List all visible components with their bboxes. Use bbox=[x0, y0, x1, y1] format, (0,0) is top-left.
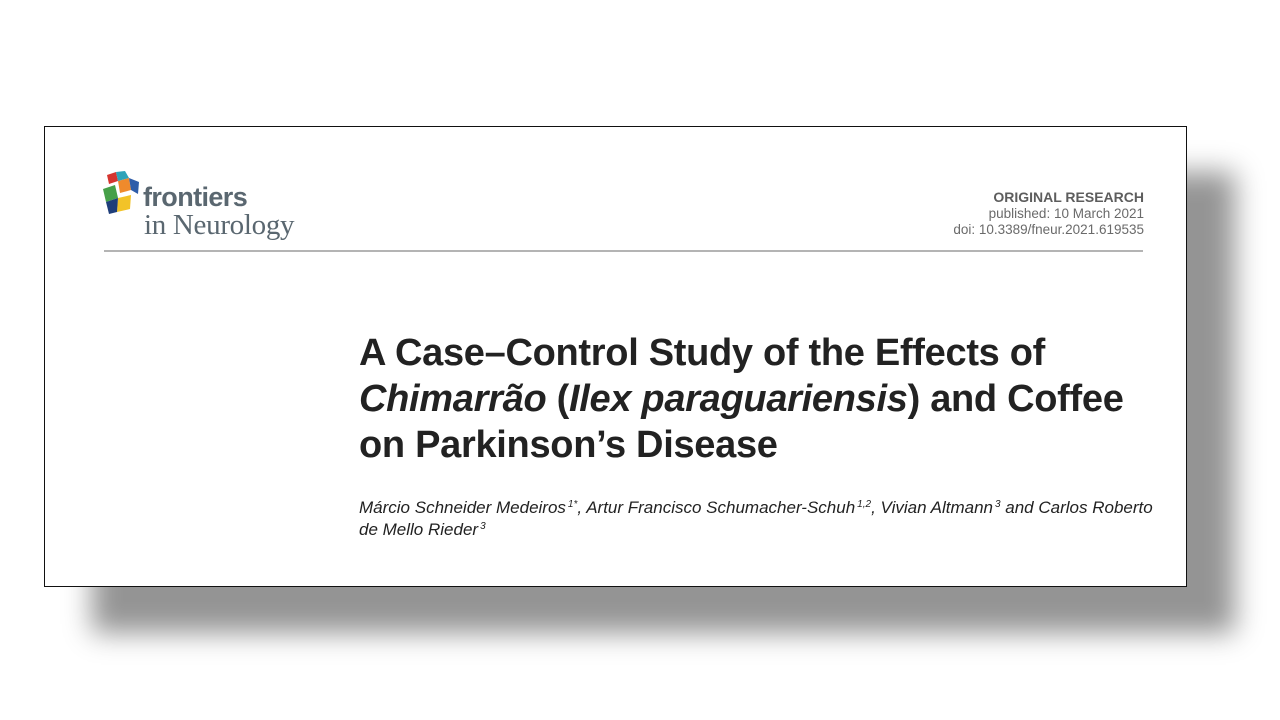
title-italic-species: Ilex paraguariensis bbox=[568, 378, 908, 420]
author-separator: and bbox=[1000, 498, 1039, 517]
author-name: Carlos Roberto de Mello Rieder bbox=[359, 498, 1153, 539]
doi: doi: 10.3389/fneur.2021.619535 bbox=[953, 222, 1144, 237]
author-name: Vivian Altmann bbox=[880, 498, 993, 517]
cube-face-red bbox=[107, 172, 118, 184]
header-divider bbox=[104, 250, 1143, 252]
author-name: Márcio Schneider Medeiros bbox=[359, 498, 566, 517]
published-date: published: 10 March 2021 bbox=[988, 205, 1144, 221]
author-affiliation: 3 bbox=[994, 499, 1001, 510]
title-part-2: ( bbox=[546, 378, 569, 420]
article-header-card bbox=[44, 126, 1187, 587]
cube-face-blue bbox=[129, 178, 139, 194]
journal-name-primary: frontiers bbox=[143, 182, 248, 212]
author-affiliation: 1* bbox=[567, 499, 578, 510]
title-part-1: A Case–Control Study of the Effects of bbox=[359, 332, 1046, 374]
article-type: ORIGINAL RESEARCH bbox=[993, 189, 1144, 205]
article-meta bbox=[953, 189, 1144, 239]
article-title bbox=[359, 330, 1159, 468]
author-separator: , bbox=[871, 498, 881, 517]
author-affiliation: 1,2 bbox=[857, 499, 872, 510]
author-name: Artur Francisco Schumacher-Schuh bbox=[586, 498, 856, 517]
journal-name-secondary: in Neurology bbox=[144, 209, 295, 241]
frontiers-cubes-icon bbox=[103, 171, 143, 217]
author-separator: , bbox=[577, 498, 587, 517]
title-part-3: ) and Coffee on Parkinson’s Disease bbox=[359, 378, 1124, 466]
journal-logo bbox=[103, 171, 333, 243]
cube-face-yellow bbox=[117, 195, 131, 212]
author-list bbox=[359, 497, 1159, 541]
title-italic-chimarrao: Chimarrão bbox=[359, 378, 547, 420]
author-affiliation: 3 bbox=[480, 521, 486, 532]
